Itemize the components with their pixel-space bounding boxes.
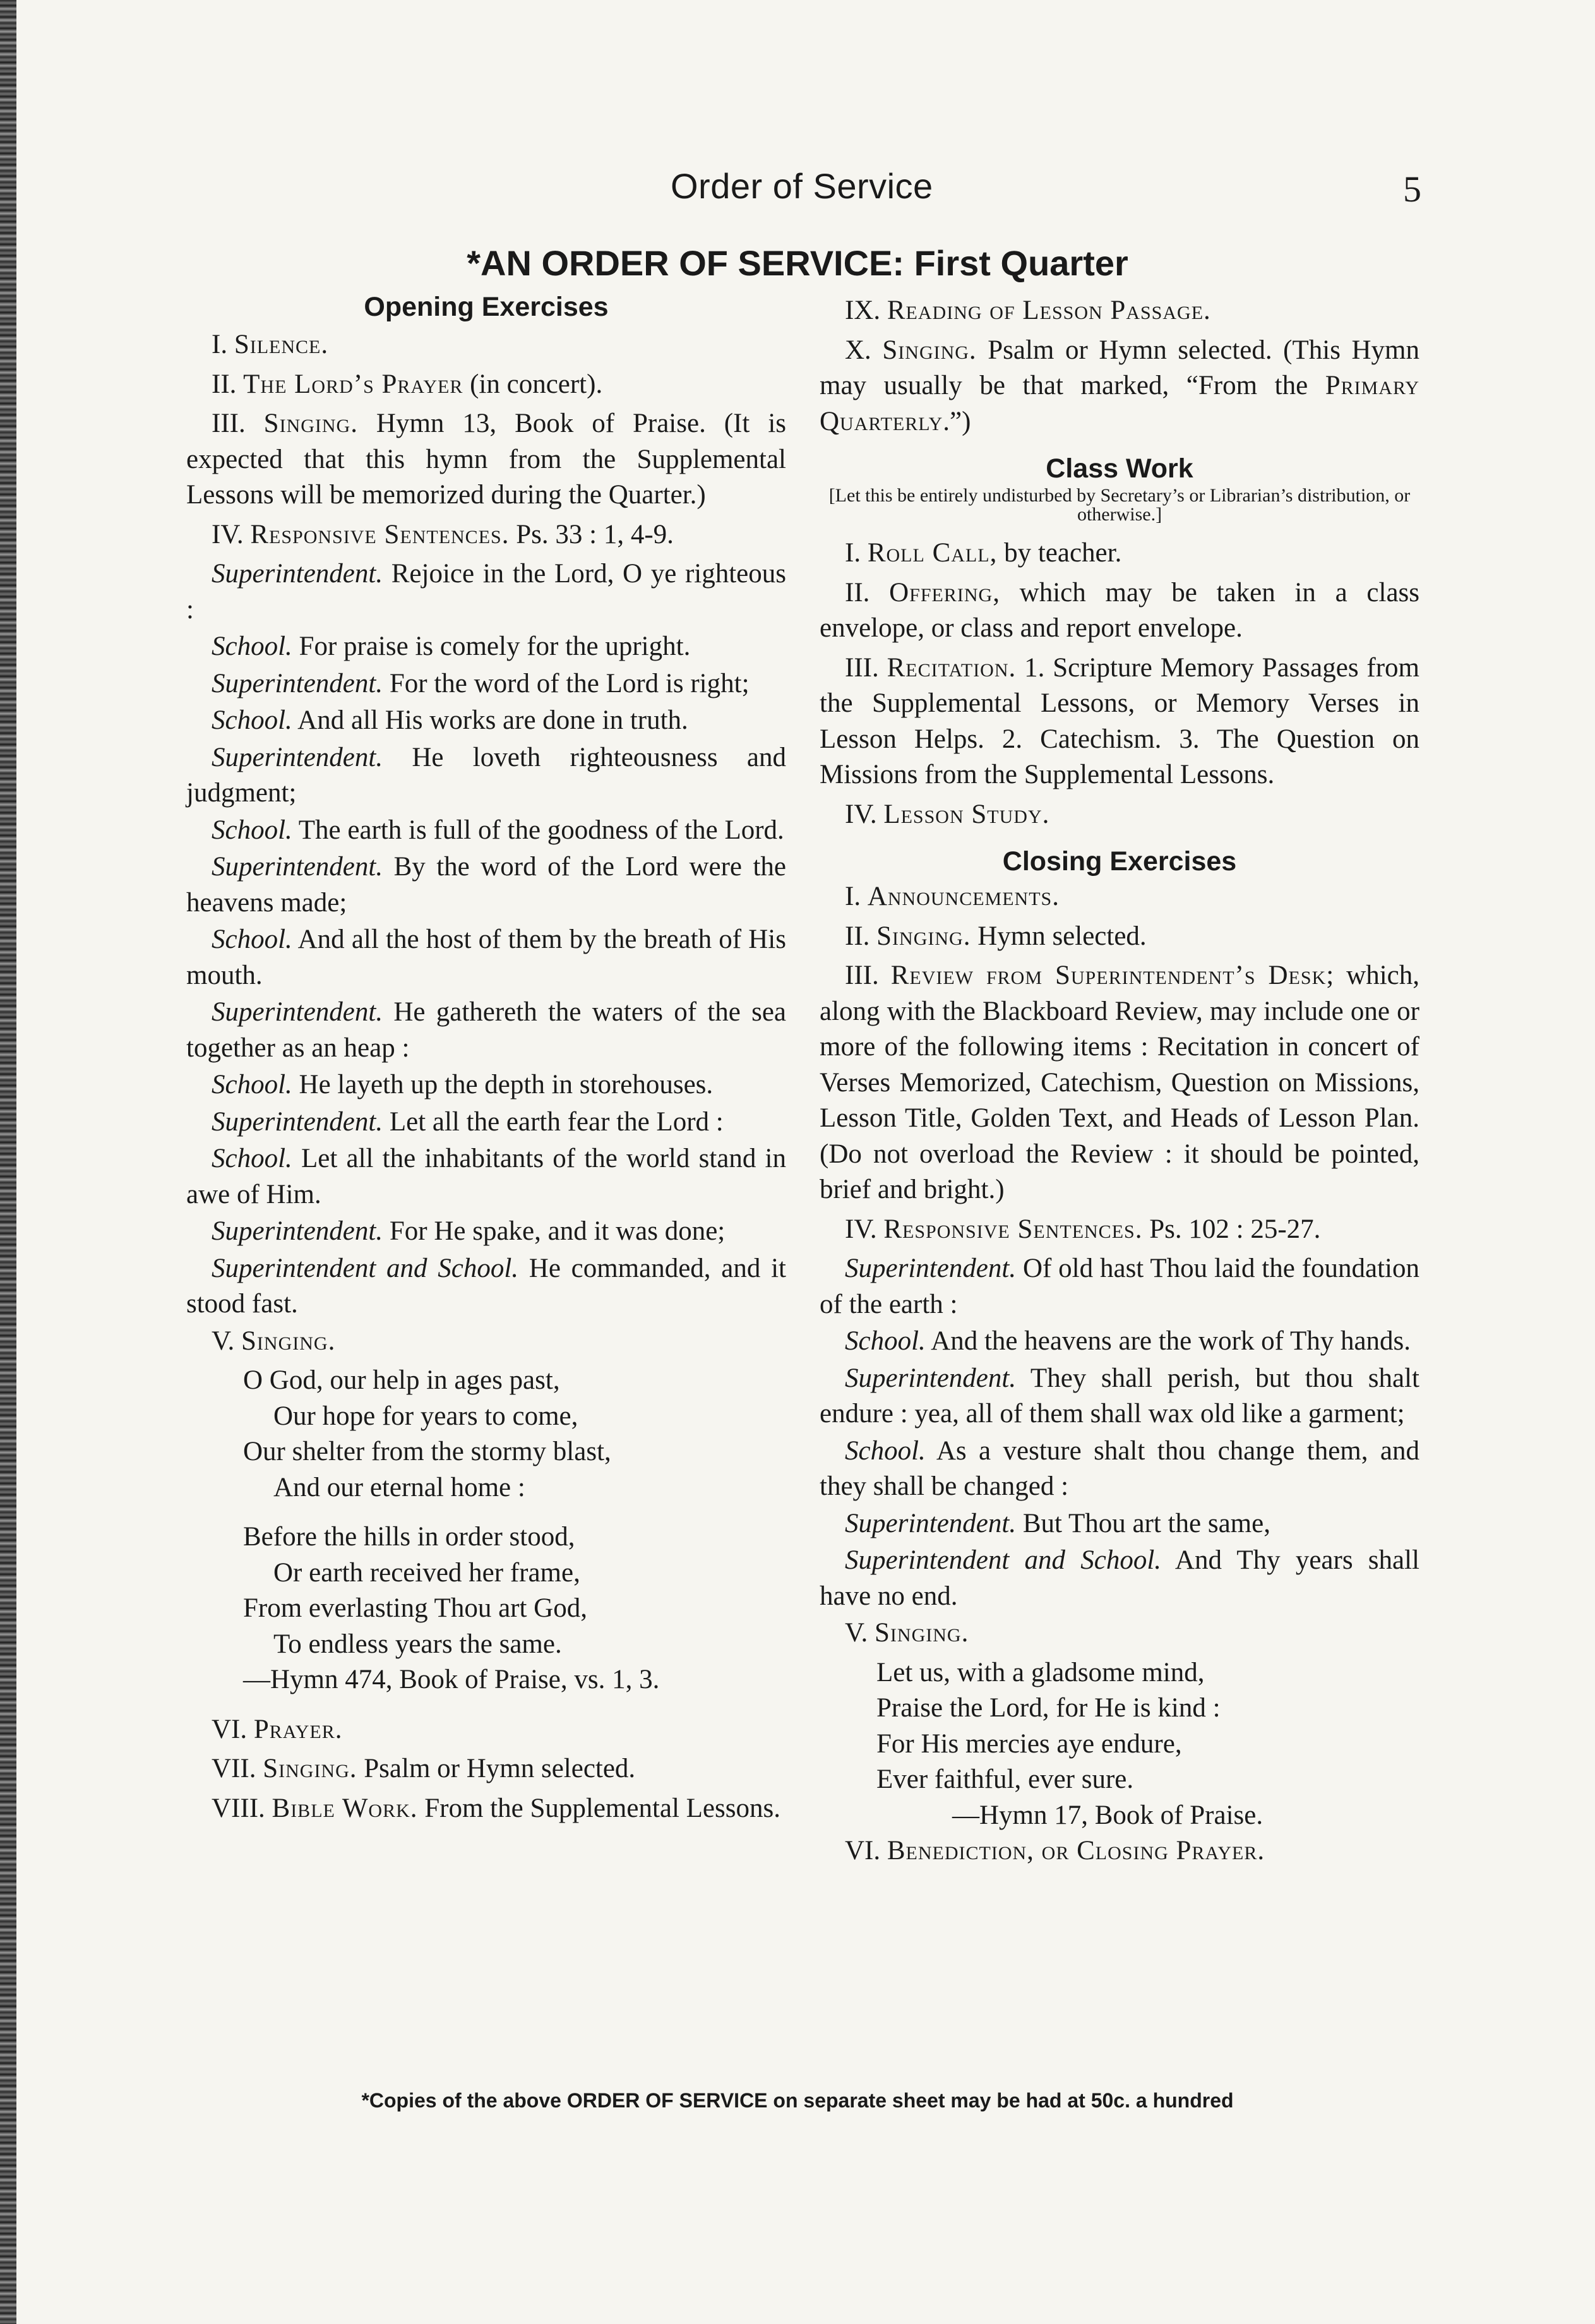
opening-item-9: IX. Reading of Lesson Passage.: [845, 296, 1211, 325]
response-line: Superintendent. But Thou art the same,: [845, 1508, 1270, 1538]
page-number: 5: [1403, 169, 1421, 210]
page-title: *AN ORDER OF SERVICE: First Quarter: [467, 243, 1128, 283]
response-line: Superintendent. Of old hast Thou laid the foundation of the earth :: [820, 1254, 1419, 1319]
left-column: [186, 289, 786, 1830]
response-line: Superintendent. For the word of the Lord is right;: [212, 668, 750, 698]
hymn-attribution: —Hymn 474, Book of Praise, vs. 1, 3.: [243, 1665, 660, 1694]
response-line: School. And all the host of them by the breath of His mouth.: [186, 925, 786, 990]
closing-item-4: IV. Responsive Sentences. Ps. 102 : 25-27.: [845, 1214, 1321, 1244]
hymn-attribution: —Hymn 17, Book of Praise.: [952, 1800, 1263, 1830]
response-line: School. As a vesture shalt thou change them, and they shall be changed :: [820, 1435, 1419, 1501]
closing-item-6: VI. Benediction, or Closing Prayer.: [845, 1836, 1265, 1866]
hymn-line: From everlasting Thou art God,: [243, 1593, 587, 1623]
hymn-line: Our shelter from the stormy blast,: [243, 1437, 611, 1466]
response-line: Superintendent. By the word of the Lord were the heavens made;: [186, 852, 786, 918]
hymn-line: To endless years the same.: [273, 1629, 562, 1659]
opening-item-2: II. The Lord’s Prayer (in concert).: [212, 369, 603, 399]
opening-item-5: V. Singing.: [212, 1326, 336, 1356]
opening-item-6: VI. Prayer.: [212, 1714, 343, 1744]
response-line: School. He layeth up the depth in storehouses.: [212, 1070, 714, 1099]
class-work-item-3: III. Recitation. 1. Scripture Memory Passages from the Supplemental Lessons, or Memory Verses in Lesson Helps. 2. Catechism. 3. The Question on Missions from the Supplemental Lessons.: [820, 652, 1419, 789]
hymn-line: Or earth received her frame,: [273, 1557, 580, 1588]
closing-item-5: V. Singing.: [845, 1618, 969, 1648]
opening-item-3: III. Singing. Hymn 13, Book of Praise. (It is expected that this hymn from the Supplemental Lessons will be memorized during the Quarter.): [186, 409, 786, 510]
response-line: School. And the heavens are the work of Thy hands.: [845, 1326, 1411, 1356]
hymn-line: O God, our help in ages past,: [243, 1365, 560, 1395]
running-title: Order of Service: [671, 166, 933, 206]
right-column: [820, 293, 1419, 1873]
response-line: Superintendent and School. And Thy years shall have no end.: [820, 1545, 1419, 1611]
opening-item-1: I. Silence.: [212, 330, 329, 359]
response-line: School. And all His works are done in truth.: [212, 705, 688, 735]
opening-item-7: VII. Singing. Psalm or Hymn selected.: [212, 1754, 636, 1783]
response-line: Superintendent. For He spake, and it was done;: [212, 1216, 726, 1246]
hymn-474-verses: [243, 1363, 786, 1698]
opening-item-10: X. Singing. Psalm or Hymn selected. (This Hymn may usually be that marked, “From the Primary Quarterly.”): [820, 335, 1419, 436]
hymn-line: Before the hills in order stood,: [243, 1522, 575, 1552]
hymn-line: Praise the Lord, for He is kind :: [876, 1693, 1221, 1723]
book-binding-edge: [0, 0, 16, 2324]
hymn-line: Let us, with a gladsome mind,: [876, 1657, 1205, 1687]
response-line: Superintendent and School. He commanded, and it stood fast.: [186, 1253, 786, 1319]
class-work-heading: Class Work: [1046, 453, 1193, 484]
closing-exercises-heading: Closing Exercises: [1002, 846, 1237, 877]
footnote: *Copies of the above ORDER OF SERVICE on separate sheet may be had at 50c. a hundred: [361, 2089, 1234, 2112]
hymn-line: Ever faithful, ever sure.: [876, 1764, 1134, 1794]
closing-item-2: II. Singing. Hymn selected.: [845, 921, 1147, 951]
response-line: Superintendent. He gathereth the waters of the sea together as an heap :: [186, 997, 786, 1063]
closing-item-3: III. Review from Superintendent’s Desk; which, along with the Blackboard Review, may include one or more of the following items : Recitation in concert of Verses Memorized, Catechism, Question on Missions, Lesson Title, Golden Text, and Heads of Lesson Plan. (Do not overload the Review : it should be pointed, brief and bright.): [820, 961, 1419, 1204]
response-line: Superintendent. They shall perish, but thou shalt endure : yea, all of them shall wax old like a garment;: [820, 1363, 1419, 1429]
response-line: School. For praise is comely for the upright.: [212, 632, 691, 661]
response-line: Superintendent. He loveth righteousness and judgment;: [186, 742, 786, 808]
response-line: School. The earth is full of the goodness of the Lord.: [212, 815, 784, 845]
closing-item-1: I. Announcements.: [845, 882, 1060, 911]
class-work-item-2: II. Offering, which may be taken in a class envelope, or class and report envelope.: [820, 577, 1419, 643]
class-work-item-4: IV. Lesson Study.: [845, 799, 1050, 829]
response-line: Superintendent. Rejoice in the Lord, O ye righteous :: [186, 559, 786, 625]
running-head: [0, 165, 1595, 222]
hymn-17-verses: [876, 1655, 1419, 1834]
hymn-line: For His mercies aye endure,: [876, 1728, 1182, 1759]
class-work-note: [Let this be entirely undisturbed by Secretary’s or Librarian’s distribution, or otherwise.]: [828, 485, 1411, 525]
response-line: School. Let all the inhabitants of the world stand in awe of Him.: [186, 1144, 786, 1209]
opening-exercises-heading: Opening Exercises: [364, 292, 609, 322]
response-line: Superintendent. Let all the earth fear the Lord :: [212, 1106, 724, 1137]
hymn-line: And our eternal home :: [273, 1472, 525, 1502]
opening-item-8: VIII. Bible Work. From the Supplemental Lessons.: [212, 1793, 780, 1823]
opening-item-4: IV. Responsive Sentences. Ps. 33 : 1, 4-9.: [212, 519, 674, 549]
class-work-item-1: I. Roll Call, by teacher.: [845, 538, 1122, 568]
hymn-line: Our hope for years to come,: [273, 1401, 578, 1431]
